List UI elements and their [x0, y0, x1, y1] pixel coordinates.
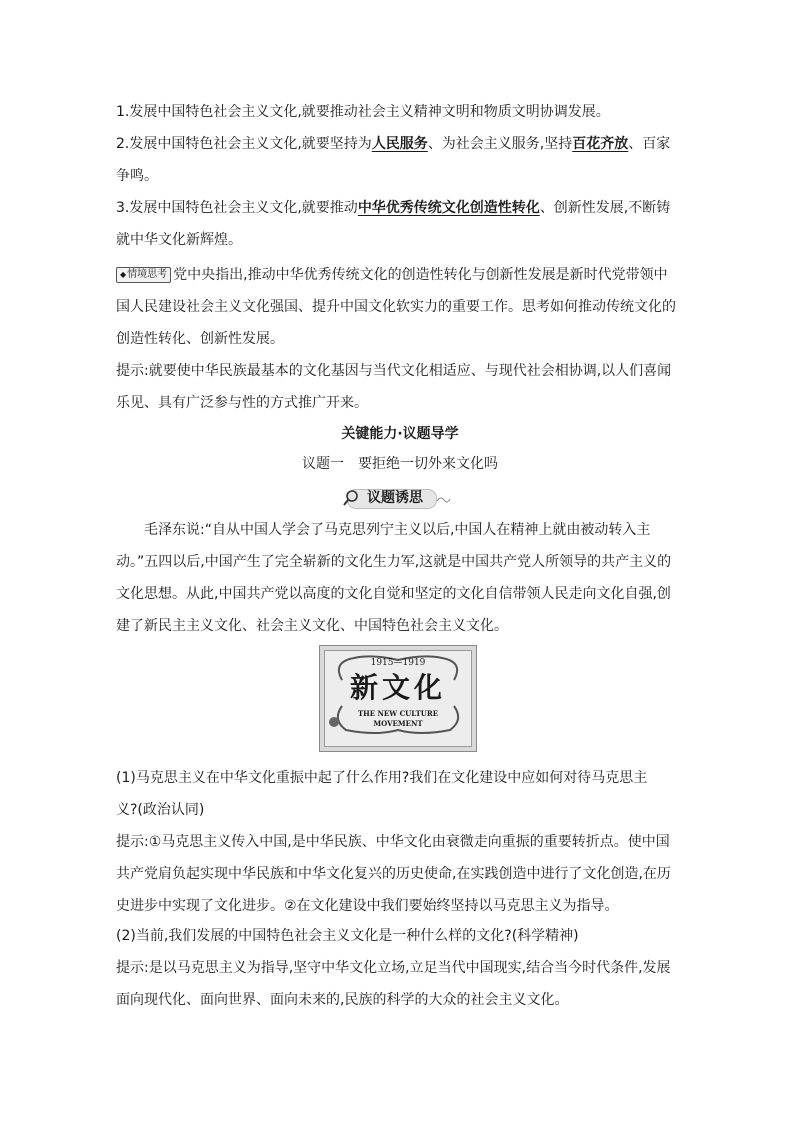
- question-1: (1)马克思主义在中华文化重振中起了什么作用?我们在文化建设中应如何对待马克思主 义?(政治认同) 提示:①马克思主义传入中国,是中华民族、中华文化由衰微走向重振的重要转折点。使中国 共产党肩负起实现中华民族和中华文化复兴的历史使命,在实践创造中进行了文化创造,在历 史进步中实现了文化进步。②在文化建设中我们要始终坚持以马克思主义为指导。: [116, 770, 671, 914]
- underlined-term: 中华优秀传统文化创造性转化: [357, 200, 540, 216]
- underlined-term: 人民服务: [371, 136, 428, 152]
- diamond-icon: ◆: [120, 270, 127, 279]
- topic-badge: 议题诱思: [341, 487, 451, 509]
- section-title: 关键能力·议题导学: [341, 426, 459, 442]
- point-2: 2.发展中国特色社会主义文化,就要坚持为人民服务、为社会主义服务,坚持百花齐放、百家 争鸣。: [116, 136, 671, 184]
- scenario-block: ◆情境思考 党中央指出,推动中华优秀传统文化的创造性转化与创新性发展是新时代党带领中 国人民建设社会主义文化强国、提升中国文化软实力的重要工作。思考如何推动传统文化的 创造性转化、创新性发展。 提示:就要使中华民族最基本的文化基因与当代文化相适应、与现代社会相协调,以人们喜闻 乐见、具有广泛参与性的方式推广开来。: [116, 267, 676, 411]
- underlined-term: 百花齐放: [572, 136, 629, 152]
- new-culture-movement-image: 1915—1919 新文化 THE NEW CULTURE MOVEMENT: [319, 645, 477, 752]
- topic-heading: 议题一 要拒绝一切外来文化吗: [302, 456, 498, 472]
- question-2: (2)当前,我们发展的中国特色社会主义文化是一种什么样的文化?(科学精神) 提示:是以马克思主义为指导,坚守中华文化立场,立足当代中国现实,结合当今时代条件,发展 面向现代化、面向世界、面向未来的,民族的科学的大众的社会主义文化。: [116, 928, 671, 1008]
- point-1: 1.发展中国特色社会主义文化,就要推动社会主义精神文明和物质文明协调发展。: [116, 104, 610, 120]
- scenario-tag: ◆情境思考: [116, 267, 171, 283]
- point-3: 3.发展中国特色社会主义文化,就要推动中华优秀传统文化创造性转化、创新性发展,不断铸 就中华文化新辉煌。: [116, 200, 671, 248]
- quote-paragraph: 毛泽东说:“自从中国人学会了马克思列宁主义以后,中国人在精神上就由被动转入主 动。”五四以后,中国产生了完全崭新的文化生力军,这就是中国共产党人所领导的共产主义的 文化思想。从此,中国共产党以高度的文化自觉和坚定的文化自信带领人民走向文化自强,创 建了新民主主义文化、社会主义文化、中国特色社会主义文化。: [116, 522, 672, 634]
